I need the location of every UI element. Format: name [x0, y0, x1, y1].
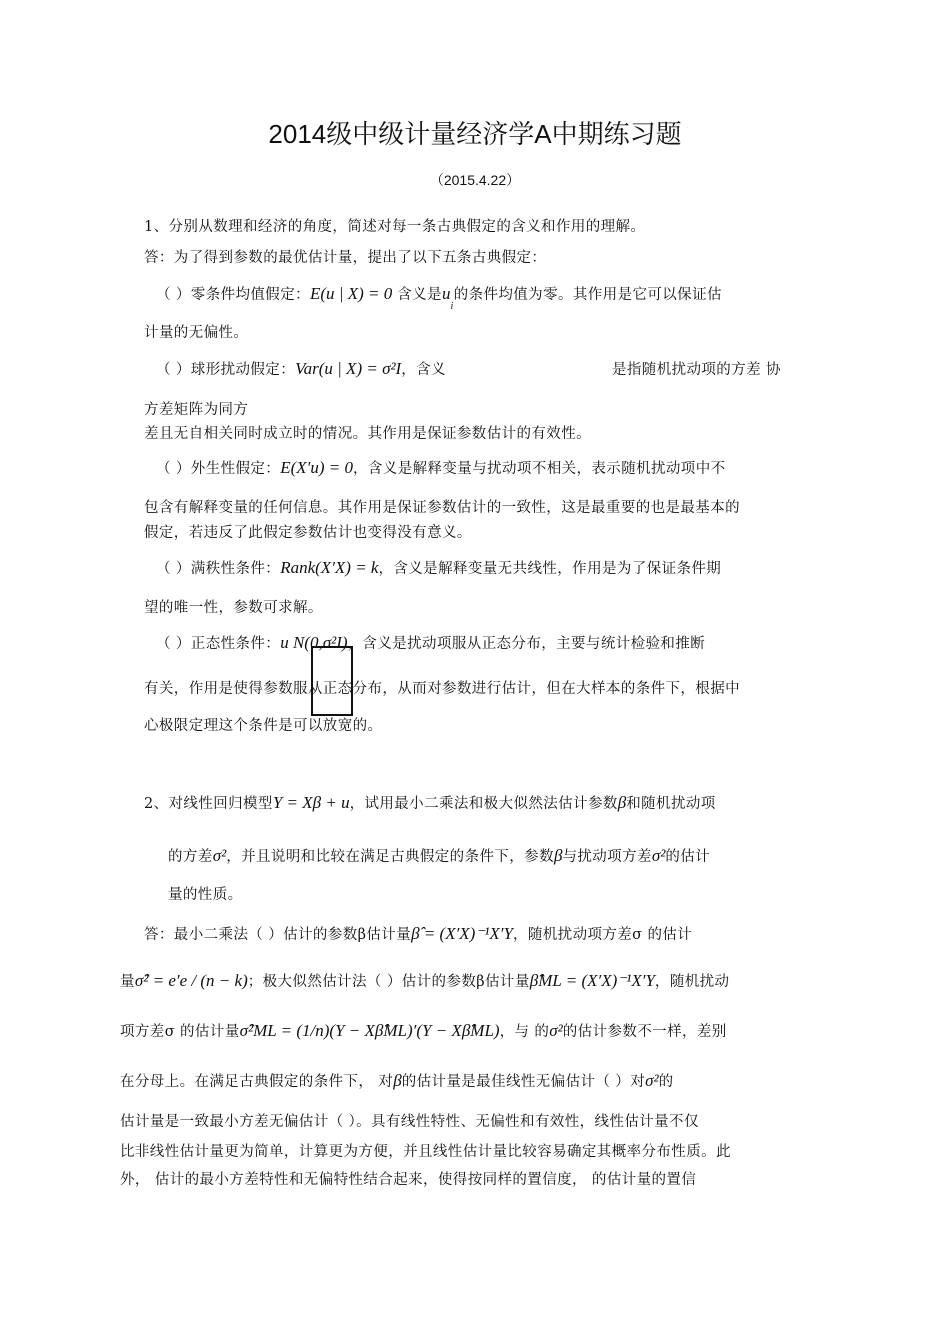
answer-2-line-2	[120, 970, 729, 991]
question-2-text-b: ，试用最小二乘法和极大似然法估计参数	[349, 796, 618, 812]
answer-2-text-f: 项方差σ 的估计量	[120, 1024, 240, 1040]
ml-beta-formula: β̂ML = (X′X)⁻¹X′Y	[529, 971, 655, 990]
ols-sigma-formula: σ̂² = e′e / (n − k)	[134, 971, 248, 990]
answer-2-line-1	[144, 923, 692, 944]
answer-2-text-j: 的估计量是最佳线性无偏估计（ ）对	[401, 1074, 646, 1090]
answer-2-text-d: ；极大似然估计法（ ）估计的参数β估计量	[247, 974, 530, 990]
question-2-text-f: 与扰动项方差	[562, 849, 652, 865]
assumption-4-line-2: 望的唯一性，参数可求解。	[144, 600, 323, 616]
assumption-2-label: （ ）球形扰动假定：	[156, 362, 296, 378]
assumption-2-line-2: 方差矩阵为同方	[144, 402, 249, 418]
assumption-2-line-1	[156, 358, 446, 379]
question-2-line-2	[168, 845, 710, 866]
assumption-4-line-1	[156, 557, 721, 578]
question-2-beta-2: β	[554, 846, 563, 865]
answer-2-sigma: σ²	[549, 1021, 563, 1040]
assumption-3-label: （ ）外生性假定：	[156, 461, 281, 477]
assumption-4-text: ，含义是解释变量无共线性，作用是为了保证条件期	[378, 561, 722, 577]
answer-2-text-i: 在分母上。在满足古典假定的条件下， 对	[120, 1074, 394, 1090]
answer-1-intro: 答：为了得到参数的最优估计量，提出了以下五条古典假定：	[144, 250, 547, 266]
assumption-5-line-1	[156, 632, 705, 653]
answer-2-text-h: 的估计参数不一样，差别	[562, 1024, 727, 1040]
document-title: 2014级中级计量经济学A中期练习题	[268, 119, 682, 149]
question-2-text-g: 的估计	[665, 849, 711, 865]
assumption-1-formula: E(u | X) = 0	[310, 284, 393, 303]
assumption-3-line-1	[156, 457, 726, 478]
assumption-3-formula: E(X′u) = 0	[280, 458, 353, 477]
assumption-3-text: ，含义是解释变量与扰动项不相关，表示随机扰动项中不	[353, 461, 726, 477]
answer-2-line-3	[120, 1020, 727, 1041]
question-2-sigma-2: σ²	[651, 846, 666, 865]
selection-rectangle	[311, 646, 353, 716]
answer-2-line-4	[120, 1070, 674, 1091]
assumption-1-label: （ ）零条件均值假定：	[156, 287, 311, 303]
answer-2-beta: β	[393, 1071, 402, 1090]
question-2-text-d: 的方差	[168, 849, 213, 865]
assumption-2-text-a: ，含义	[401, 362, 446, 378]
document-date: （2015.4.22）	[429, 172, 521, 188]
answer-2-text-b: ，随机扰动项方差σ 的估计	[512, 927, 693, 943]
ml-sigma-formula: σ̂²ML = (1/n)(Y − Xβ̂ML)′(Y − Xβ̂ML)	[239, 1021, 500, 1040]
answer-2-text-a: 答：最小二乘法（ ）估计的参数β估计量	[144, 927, 412, 943]
question-2-model-formula: Y = Xβ + u	[272, 793, 350, 812]
assumption-5-line-3: 心极限定理这个条件是可以放宽的。	[144, 718, 383, 734]
assumption-1-line-1	[156, 283, 722, 312]
question-2-sigma: σ²	[212, 846, 227, 865]
assumption-2-line-3: 差且无自相关同时成立时的情况。其作用是保证参数估计的有效性。	[144, 426, 591, 442]
assumption-1-subscript: i	[450, 301, 454, 312]
assumption-4-label: （ ）满秩性条件：	[156, 561, 281, 577]
question-2-line-1	[144, 792, 716, 813]
answer-2-text-g: ，与 的	[499, 1024, 550, 1040]
assumption-3-line-2: 包含有解释变量的任何信息。其作用是保证参数估计的一致性，这是最重要的也是最基本的	[144, 500, 740, 516]
answer-2-line-5: 估计量是一致最小方差无偏估计（ ）。具有线性特性、无偏性和有效性，线性估计量不仅	[120, 1114, 699, 1130]
question-2-text-e: ，并且说明和比较在满足古典假定的条件下，参数	[226, 849, 554, 865]
answer-2-text-e: ，随机扰动	[654, 974, 730, 990]
assumption-5-label: （ ）正态性条件：	[156, 636, 281, 652]
assumption-2-text-b: 是指随机扰动项的方差 协	[612, 362, 781, 378]
question-2-beta: β	[617, 793, 627, 812]
assumption-1-line-2: 计量的无偏性。	[144, 325, 249, 341]
assumption-2-formula: Var(u | X) = σ²I	[295, 359, 402, 378]
assumption-1-text-b: 的条件均值为零。其作用是它可以保证估	[453, 287, 722, 303]
ols-beta-formula: β̂ = (X′X)⁻¹X′Y	[411, 924, 513, 943]
answer-2-text-c: 量	[120, 974, 135, 990]
answer-2-sigma-2: σ²	[645, 1071, 659, 1090]
assumption-3-line-3: 假定，若违反了此假定参数估计也变得没有意义。	[144, 525, 472, 541]
assumption-1-text-a: 含义是	[392, 287, 442, 303]
question-2-text-a: 2、对线性回归模型	[144, 796, 273, 812]
assumption-5-text: ，含义是扰动项服从正态分布，主要与统计检验和推断	[347, 636, 706, 652]
question-2-text-c: 和随机扰动项	[626, 796, 716, 812]
question-1: 1、分别从数理和经济的角度，简述对每一条古典假定的含义和作用的理解。	[144, 219, 646, 235]
assumption-5-formula: u N(0,σ²I)	[280, 633, 348, 652]
answer-2-text-k: 的	[658, 1074, 674, 1090]
question-2-line-3: 量的性质。	[168, 887, 243, 903]
answer-2-line-6: 比非线性估计量更为简单，计算更为方便，并且线性估计量比较容易确定其概率分布性质。此	[120, 1144, 731, 1160]
assumption-4-formula: Rank(X′X) = k	[280, 558, 379, 577]
assumption-1-u: u	[441, 284, 451, 303]
assumption-5-line-2: 有关，作用是使得参数服从正态分布，从而对参数进行估计，但在大样本的条件下，根据中	[144, 681, 740, 697]
answer-2-line-7: 外， 估计的最小方差特性和无偏特性结合起来，使得按同样的置信度， 的估计量的置信	[120, 1172, 697, 1188]
